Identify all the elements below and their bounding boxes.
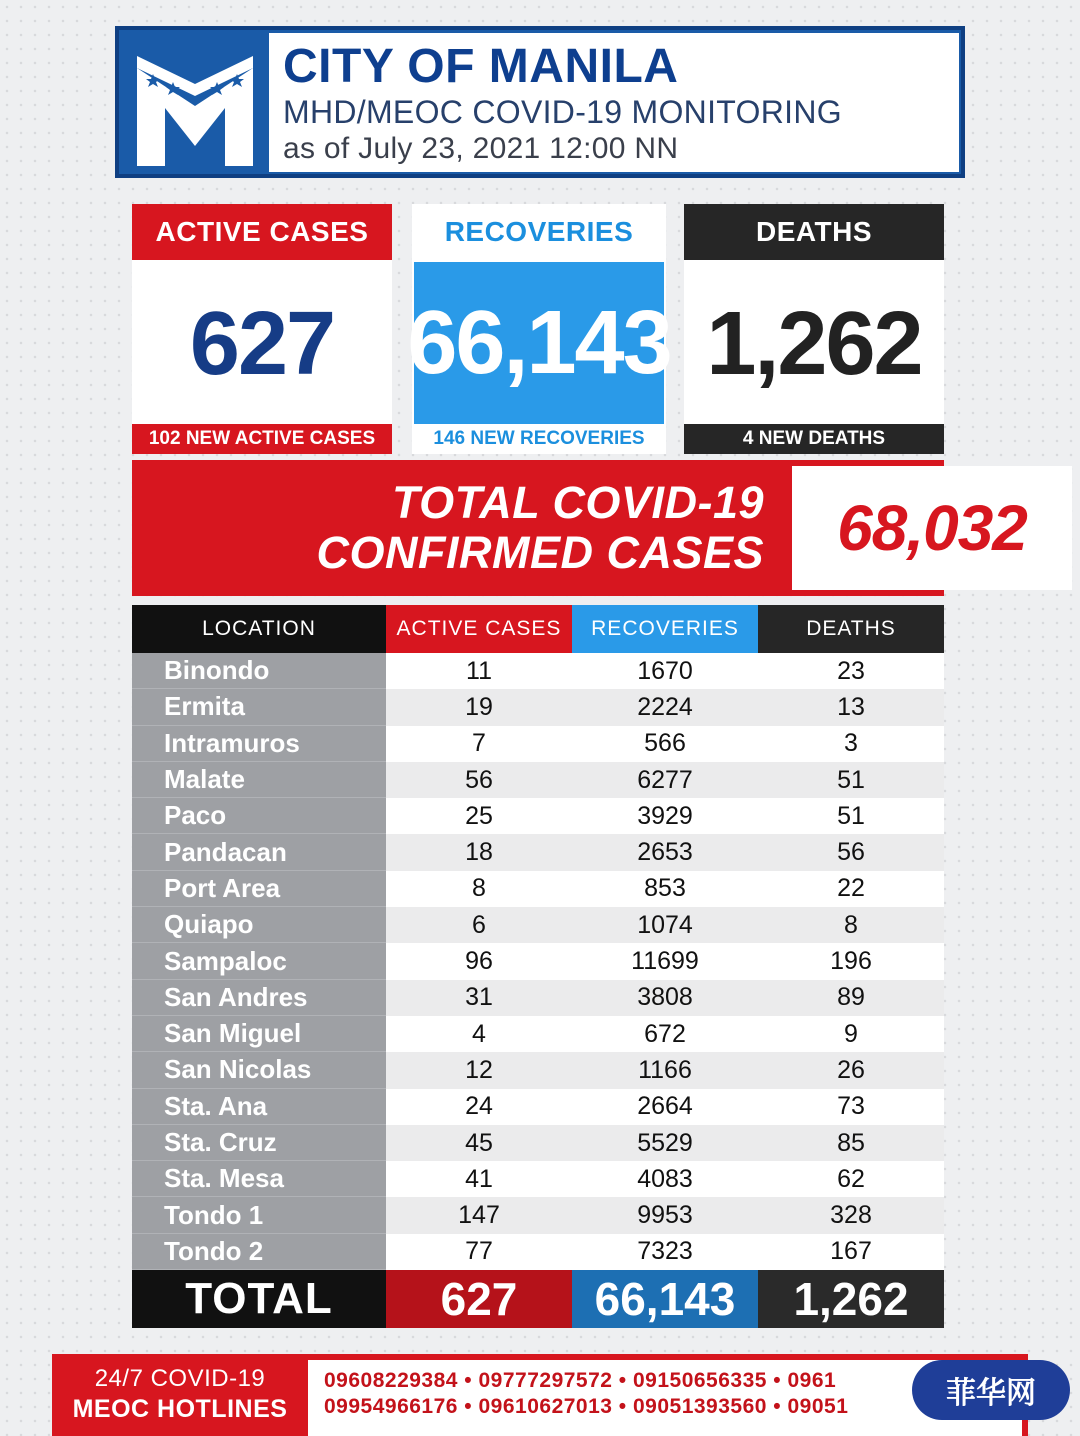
cell-location: Intramuros	[132, 726, 386, 762]
deaths-card	[684, 204, 944, 454]
cell-deaths: 13	[758, 689, 944, 725]
cell-location: Binondo	[132, 653, 386, 689]
total-confirmed-value: 68,032	[837, 492, 1027, 564]
table-body	[132, 653, 944, 1270]
new-recoveries: 146 NEW RECOVERIES	[412, 424, 666, 454]
hotline-numbers-row1: 09608229384 • 09777297572 • 09150656335 • 0961	[324, 1369, 837, 1392]
cell-active: 31	[386, 980, 572, 1016]
header-location: LOCATION	[132, 605, 386, 653]
cell-recoveries: 3808	[572, 980, 758, 1016]
cell-active: 8	[386, 871, 572, 907]
cell-recoveries: 2653	[572, 834, 758, 870]
active-cases-label: ACTIVE CASES	[132, 204, 392, 260]
total-recoveries: 66,143	[572, 1270, 758, 1328]
cell-recoveries: 6277	[572, 762, 758, 798]
total-confirmed-value-box	[792, 466, 1072, 590]
cell-location: Quiapo	[132, 907, 386, 943]
table-row	[132, 834, 944, 870]
table-row	[132, 798, 944, 834]
recoveries-value: 66,143	[414, 262, 664, 424]
cell-recoveries: 1670	[572, 653, 758, 689]
cell-active: 12	[386, 1052, 572, 1088]
active-cases-card	[132, 204, 392, 454]
cell-location: Paco	[132, 798, 386, 834]
total-confirmed-label-line1: TOTAL COVID-19	[391, 477, 764, 528]
cell-recoveries: 1166	[572, 1052, 758, 1088]
new-deaths: 4 NEW DEATHS	[684, 424, 944, 454]
cell-active: 45	[386, 1125, 572, 1161]
cell-active: 147	[386, 1197, 572, 1233]
cell-deaths: 51	[758, 798, 944, 834]
watermark-badge: 菲华网	[912, 1360, 1070, 1420]
cell-recoveries: 672	[572, 1016, 758, 1052]
table-total-row	[132, 1270, 944, 1328]
cell-location: Pandacan	[132, 834, 386, 870]
location-table	[132, 605, 944, 1328]
cell-deaths: 22	[758, 871, 944, 907]
header-recoveries: RECOVERIES	[572, 605, 758, 653]
cell-active: 7	[386, 726, 572, 762]
cell-deaths: 56	[758, 834, 944, 870]
cell-deaths: 23	[758, 653, 944, 689]
cell-deaths: 73	[758, 1089, 944, 1125]
cell-active: 19	[386, 689, 572, 725]
hotlines-bar	[52, 1354, 1028, 1436]
hotlines-label	[62, 1364, 298, 1424]
total-confirmed-label-line2: CONFIRMED CASES	[316, 527, 764, 578]
recoveries-label: RECOVERIES	[412, 204, 666, 260]
cell-recoveries: 1074	[572, 907, 758, 943]
recoveries-card	[407, 204, 671, 454]
table-row	[132, 653, 944, 689]
as-of-date: as of July 23, 2021 12:00 NN	[283, 132, 679, 165]
header-banner	[115, 26, 965, 178]
hotlines-label-line2: MEOC HOTLINES	[72, 1395, 288, 1423]
cell-recoveries: 4083	[572, 1161, 758, 1197]
cell-deaths: 3	[758, 726, 944, 762]
table-row	[132, 1052, 944, 1088]
cell-active: 41	[386, 1161, 572, 1197]
cell-location: Sta. Ana	[132, 1089, 386, 1125]
header-text-panel	[269, 33, 959, 172]
cell-deaths: 196	[758, 943, 944, 979]
cell-location: San Nicolas	[132, 1052, 386, 1088]
cell-deaths: 328	[758, 1197, 944, 1233]
cell-recoveries: 853	[572, 871, 758, 907]
table-row	[132, 1161, 944, 1197]
table-row	[132, 1125, 944, 1161]
cell-recoveries: 5529	[572, 1125, 758, 1161]
deaths-label: DEATHS	[684, 204, 944, 260]
table-header	[132, 605, 944, 653]
cell-recoveries: 3929	[572, 798, 758, 834]
cell-location: Tondo 1	[132, 1197, 386, 1233]
manila-m-logo-icon	[131, 46, 259, 170]
cell-active: 96	[386, 943, 572, 979]
active-cases-value: 627	[189, 293, 335, 394]
cell-deaths: 26	[758, 1052, 944, 1088]
cell-recoveries: 11699	[572, 943, 758, 979]
header-active-cases: ACTIVE CASES	[386, 605, 572, 653]
page-subtitle: MHD/MEOC COVID-19 MONITORING	[283, 94, 842, 130]
cell-active: 11	[386, 653, 572, 689]
total-confirmed-banner	[132, 460, 1027, 596]
cell-location: Malate	[132, 762, 386, 798]
cell-recoveries: 2664	[572, 1089, 758, 1125]
cell-recoveries: 7323	[572, 1234, 758, 1270]
cell-active: 4	[386, 1016, 572, 1052]
cell-location: Sta. Mesa	[132, 1161, 386, 1197]
cell-location: Tondo 2	[132, 1234, 386, 1270]
cell-active: 24	[386, 1089, 572, 1125]
table-row	[132, 762, 944, 798]
table-row	[132, 907, 944, 943]
cell-deaths: 62	[758, 1161, 944, 1197]
table-row	[132, 1016, 944, 1052]
cell-location: Sta. Cruz	[132, 1125, 386, 1161]
cell-location: San Miguel	[132, 1016, 386, 1052]
total-deaths: 1,262	[758, 1270, 944, 1328]
cell-deaths: 89	[758, 980, 944, 1016]
cell-active: 25	[386, 798, 572, 834]
page-title: CITY OF MANILA	[283, 40, 679, 93]
deaths-value: 1,262	[706, 293, 922, 394]
cell-deaths: 51	[758, 762, 944, 798]
cell-recoveries: 2224	[572, 689, 758, 725]
cell-location: San Andres	[132, 980, 386, 1016]
table-row	[132, 1089, 944, 1125]
cell-location: Sampaloc	[132, 943, 386, 979]
cell-recoveries: 566	[572, 726, 758, 762]
table-row	[132, 689, 944, 725]
total-active: 627	[386, 1270, 572, 1328]
cell-active: 77	[386, 1234, 572, 1270]
table-row	[132, 1234, 944, 1270]
header-deaths: DEATHS	[758, 605, 944, 653]
cell-active: 6	[386, 907, 572, 943]
cell-active: 18	[386, 834, 572, 870]
cell-location: Port Area	[132, 871, 386, 907]
table-row	[132, 1197, 944, 1233]
table-row	[132, 943, 944, 979]
new-active-cases: 102 NEW ACTIVE CASES	[132, 424, 392, 454]
cell-deaths: 8	[758, 907, 944, 943]
cell-deaths: 9	[758, 1016, 944, 1052]
hotlines-label-line1: 24/7 COVID-19	[94, 1365, 266, 1392]
cell-deaths: 85	[758, 1125, 944, 1161]
hotline-numbers-row2: 09954966176 • 09610627013 • 09051393560 • 09051	[324, 1395, 849, 1418]
table-row	[132, 726, 944, 762]
cell-location: Ermita	[132, 689, 386, 725]
cell-active: 56	[386, 762, 572, 798]
table-row	[132, 871, 944, 907]
total-label: TOTAL	[132, 1270, 386, 1328]
cell-recoveries: 9953	[572, 1197, 758, 1233]
cell-deaths: 167	[758, 1234, 944, 1270]
total-confirmed-label	[142, 478, 764, 578]
table-row	[132, 980, 944, 1016]
